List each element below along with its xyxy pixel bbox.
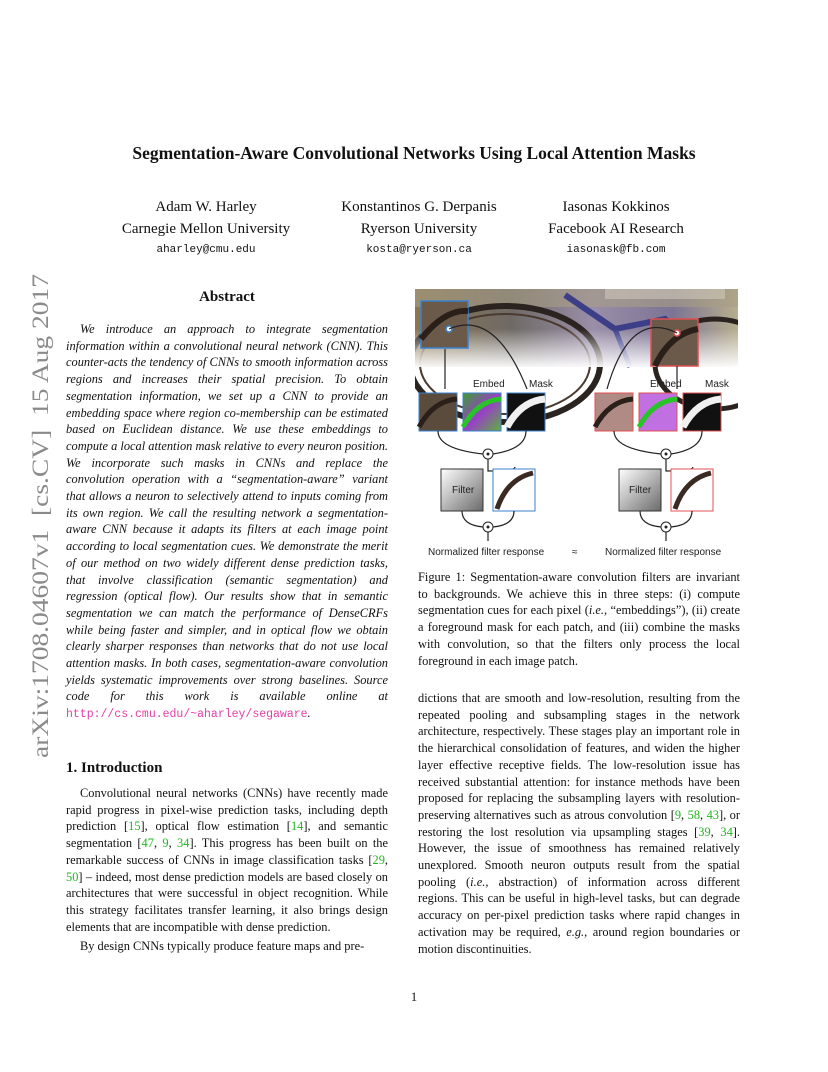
response-arrows — [462, 511, 692, 541]
text-run: , — [681, 807, 688, 822]
author-email: kosta@ryerson.ca — [366, 244, 472, 256]
abstract-text: We introduce an approach to integrate segmentation information within a convolutional neural network (CNN). This counter-acts the tendency of CNNs to smooth information across regions and increases their spatial precision. To obtain segmentation information, we set up a CNN to provide an embedding space where region co-membership can be estimated based on Euclidean distance. We use these embeddings to compute a local attention mask relative to every neuron position. We incorporate such masks in CNNs and replace the convolution operation with a “segmentation-aware” variant that allows a neuron to selectively attend to inputs coming from its own region. We call the resulting network a segmentation-aware CNN because it adapts its filters at each image point according to local segmentation cues. We demonstrate the merit of our method on two widely different dense prediction tasks, that involve classification (semantic segmentation) and regression (optical flow). Our results show that in semantic segmentation we can match the performance of DenseCRFs while being faster and simpler, and in optical flow we obtain clearly sharper responses than networks that do not use local attention masks. In both cases, segmentation-aware convolution yields systematic improvements over strong baselines. Source code for this work is available online at — [66, 322, 388, 704]
text-run: i.e. — [588, 603, 605, 618]
text-run: e.g. — [566, 924, 585, 939]
author-3 — [496, 196, 736, 260]
text-run: ]. This progress has been built on the remarkable success of CNNs in image classification tasks [ — [66, 836, 389, 867]
citation-link[interactable]: 47 — [141, 836, 154, 851]
author-name: Konstantinos G. Derpanis — [341, 199, 497, 215]
text-run: , “embeddings”), (ii) create a foreground mask for each patch, and (iii) combine the masks with convolution, so that the filters only process the local foreground in each image patch. — [418, 603, 740, 668]
text-run: , — [710, 824, 721, 839]
text-run: Convolutional neural networks (CNNs) have recently made rapid progress in pixel-wise prediction tasks, including depth prediction [ — [66, 786, 388, 834]
introduction-column-right — [418, 690, 740, 957]
citation-link[interactable]: 9 — [162, 836, 169, 851]
filter-label-left: Filter — [452, 485, 475, 496]
source-code-link[interactable]: http://cs.cmu.edu/~aharley/segaware — [66, 708, 308, 722]
mask-label-left: Mask — [529, 379, 553, 390]
citation-link[interactable]: 39 — [698, 824, 711, 839]
text-run: ] – indeed, most dense prediction models are based closely on architectures that were successful in object recognition. While this strategy facilitates transfer learning, it also brings design elements that are incompatible with dense prediction. — [66, 869, 388, 934]
left-patch-inset — [421, 301, 468, 348]
embed-label-left: Embed — [473, 379, 505, 390]
figure-caption — [418, 569, 740, 669]
text-run: , — [700, 807, 707, 822]
citation-link[interactable]: 34 — [177, 836, 190, 851]
response-label-left: Normalized filter response — [428, 547, 545, 558]
text-run: , — [168, 836, 178, 851]
abstract-body — [66, 321, 388, 724]
approx-symbol: ≈ — [572, 547, 578, 558]
arxiv-stamp — [6, 270, 56, 760]
paper-title: Segmentation-Aware Convolutional Networks Using Local Attention Masks — [132, 143, 696, 163]
embed-label-right: Embed — [650, 379, 682, 390]
mask-label-right: Mask — [705, 379, 729, 390]
author-affiliation: Ryerson University — [360, 221, 478, 237]
citation-link[interactable]: 15 — [128, 819, 141, 834]
text-run: ], optical flow estimation [ — [140, 819, 291, 834]
author-email: aharley@cmu.edu — [156, 244, 256, 256]
citation-link[interactable]: 29 — [372, 852, 385, 867]
figure-1 — [415, 289, 738, 561]
introduction-paragraph-2-start: By design CNNs typically produce feature maps and pre- — [80, 939, 365, 954]
introduction-heading: 1. Introduction — [66, 760, 163, 776]
citation-link[interactable]: 43 — [706, 807, 719, 822]
citation-link[interactable]: 9 — [674, 807, 682, 822]
abstract-end: . — [307, 706, 311, 721]
text-run: ], and semantic segmentation [ — [66, 819, 388, 851]
citation-link[interactable]: 34 — [720, 824, 733, 839]
masked-patch-right — [671, 469, 713, 511]
citation-link[interactable]: 14 — [290, 819, 304, 834]
text-run: i.e. — [470, 874, 486, 889]
citation-link[interactable]: 58 — [687, 807, 701, 822]
abstract-heading: Abstract — [199, 289, 255, 305]
left-patch-triplet — [419, 393, 545, 431]
text-run: Figure 1: Segmentation-aware convolution filters are invariant to backgrounds. We achieve this in three steps: (i) compute segmentation cues for each pixel ( — [418, 570, 740, 618]
introduction-column-left — [66, 785, 388, 955]
filter-label-right: Filter — [629, 485, 652, 496]
author-1 — [86, 196, 326, 260]
introduction-paragraph-2-continued — [418, 690, 740, 957]
author-affiliation: Carnegie Mellon University — [121, 221, 291, 237]
text-run: dictions that are smooth and low-resolution, resulting from the repeated pooling and subsampling stages in the network architecture, respectively. These stages play an important role in the hierarchical consolidation of features, and widen the higher layer effective receptive fields. The low-resolution issue has received substantial attention: for instance methods have been proposed for replacing the subsampling layers with resolution-preserving alternatives such as atrous convolution [ — [418, 691, 740, 822]
response-label-right: Normalized filter response — [605, 547, 722, 558]
citation-link[interactable]: 50 — [66, 869, 79, 884]
text-run: , around region boundaries or motion discontinuities. — [418, 924, 740, 956]
right-patch-inset — [651, 319, 698, 366]
text-run: , abstraction) of information across different regions. This can be useful in high-level tasks, but can degrade accuracy on per-pixel prediction tasks where rapid changes in activation may be required, — [418, 874, 740, 939]
author-name: Adam W. Harley — [155, 199, 257, 215]
masked-patch-left — [493, 469, 535, 511]
author-name: Iasonas Kokkinos — [562, 199, 670, 215]
text-run: ], or restoring the lost resolution via upsampling stages [ — [418, 807, 740, 839]
page-number: 1 — [410, 990, 418, 1004]
arxiv-stamp-text: arXiv:1708.04607v1 [cs.CV] 15 Aug 2017 — [28, 352, 53, 758]
author-email: iasonask@fb.com — [566, 244, 666, 256]
introduction-paragraph-1 — [66, 785, 388, 935]
text-run: ]. However, the issue of smoothness has remained relatively unexplored. Smooth neuron outputs result from the spatial pooling ( — [418, 824, 740, 889]
text-run: , — [384, 852, 388, 867]
text-run: , — [153, 836, 163, 851]
author-affiliation: Facebook AI Research — [548, 221, 684, 237]
right-patch-triplet — [595, 393, 721, 431]
